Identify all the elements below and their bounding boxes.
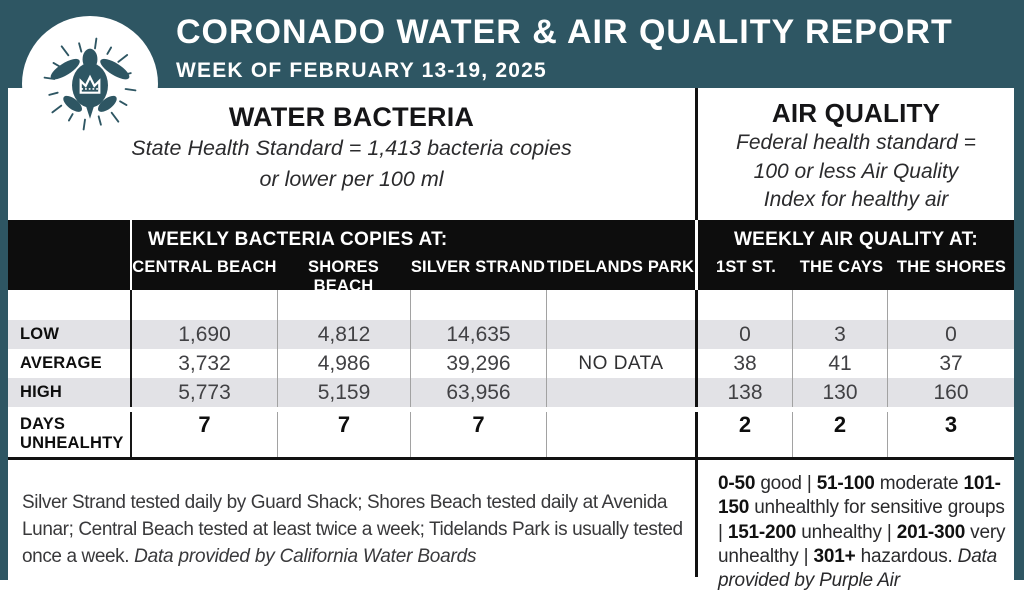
aqi-label: very unhealthy |: [718, 521, 1006, 567]
value-low-central: 1,690: [130, 320, 277, 349]
row-label: AVERAGE: [20, 353, 102, 372]
col-head-the-cays: THE CAYS: [799, 258, 884, 276]
col-head-tidelands-park: TIDELANDS PARK: [546, 258, 695, 276]
report-week-subtitle: WEEK OF FEBRUARY 13-19, 2025: [176, 59, 547, 82]
value-days-shores: 7: [277, 412, 410, 457]
row-label: DAYS UNHEALHTY: [20, 415, 124, 453]
value-low-tidelands: [546, 320, 695, 349]
air-columns-header: [698, 220, 1014, 277]
page-title: CORONADO WATER & AIR QUALITY REPORT: [176, 13, 953, 51]
frame-right: [1014, 88, 1024, 580]
coronado-logo: [22, 16, 158, 152]
col-head-central-beach: CENTRAL BEACH: [132, 258, 277, 276]
col-head-shores-beach: SHORES BEACH: [308, 258, 379, 295]
aqi-range: 201-300: [896, 521, 966, 543]
water-standard-line1: State Health Standard = 1,413 bacteria copies: [131, 136, 572, 160]
value-days-the-shores: 3: [887, 412, 1014, 457]
water-group-title: WEEKLY BACTERIA COPIES AT:: [148, 229, 448, 250]
aqi-label: good |: [755, 473, 817, 494]
col-head-the-shores: THE SHORES: [896, 258, 1007, 276]
air-source-credit: Data provided by Purple Air: [718, 545, 998, 592]
footnotes-section: [8, 460, 1014, 592]
table-row-average: [8, 349, 1014, 378]
air-column-heads: [698, 258, 1014, 277]
water-section-title: WATER BACTERIA: [228, 102, 475, 132]
value-low-1st-st: 0: [695, 320, 792, 349]
value-high-cays: 130: [792, 378, 887, 407]
aqi-range: 301+: [813, 545, 856, 567]
report-header: [176, 13, 953, 83]
value-avg-tidelands: NO DATA: [546, 349, 695, 378]
value-high-central: 5,773: [130, 378, 277, 407]
value-avg-central: 3,732: [130, 349, 277, 378]
water-standard-line2: or lower per 100 ml: [259, 166, 444, 191]
standards-section: [8, 88, 1014, 220]
aqi-range: 151-200: [727, 521, 797, 543]
water-testing-note: [8, 460, 695, 577]
value-low-silver: 14,635: [410, 320, 546, 349]
table-row-days-unhealthy: [8, 407, 1014, 457]
value-low-the-shores: 0: [887, 320, 1014, 349]
air-standard-line2: 100 or less Air Quality: [753, 159, 959, 183]
water-note-text: Silver Strand tested daily by Guard Shack; Shores Beach tested daily at Avenida Lunar; Central Beach tested at least twice a week; Tidelands Park is usually tested once a week.: [22, 492, 683, 567]
value-low-shores: 4,812: [277, 320, 410, 349]
crowned-turtle-icon: [28, 22, 152, 146]
aqi-range: 51-100: [816, 473, 875, 494]
value-avg-silver: 39,296: [410, 349, 546, 378]
value-high-shores: 5,159: [277, 378, 410, 407]
table-header-band: [8, 220, 1014, 295]
air-standard-line1: Federal health standard =: [736, 131, 976, 154]
air-quality-standard: [695, 88, 1014, 220]
col-head-1st-st: 1ST ST.: [715, 258, 777, 276]
value-high-silver: 63,956: [410, 378, 546, 407]
value-low-cays: 3: [792, 320, 887, 349]
water-columns-header: [132, 220, 695, 296]
value-days-cays: 2: [792, 412, 887, 457]
value-avg-shores: 4,986: [277, 349, 410, 378]
col-head-silver-strand: SILVER STRAND: [410, 258, 546, 276]
value-avg-cays: 41: [792, 349, 887, 378]
row-label: HIGH: [20, 382, 63, 401]
value-avg-1st-st: 38: [695, 349, 792, 378]
table-row-high: [8, 378, 1014, 407]
air-quality-scale-note: [695, 460, 1014, 592]
aqi-label: hazardous.: [855, 545, 958, 567]
air-group-title: WEEKLY AIR QUALITY AT:: [733, 229, 979, 250]
water-column-heads: [132, 258, 695, 296]
aqi-label: unhealthly for sensitive groups |: [718, 497, 1005, 543]
value-days-silver: 7: [410, 412, 546, 457]
water-source-credit: Data provided by California Water Boards: [134, 545, 477, 567]
value-days-1st-st: 2: [695, 412, 792, 457]
value-avg-the-shores: 37: [887, 349, 1014, 378]
row-label: LOW: [20, 324, 60, 343]
report-body: [8, 88, 1014, 592]
value-days-central: 7: [130, 412, 277, 457]
value-high-tidelands: [546, 378, 695, 407]
value-high-the-shores: 160: [887, 378, 1014, 407]
aqi-range: 0-50: [718, 473, 756, 494]
value-high-1st-st: 138: [695, 378, 792, 407]
aqi-range: 101-150: [718, 473, 1001, 519]
aqi-label: unhealthy |: [796, 521, 897, 543]
aqi-label: moderate: [874, 473, 964, 494]
air-section-title: AIR QUALITY: [771, 98, 941, 128]
air-standard-line3: Index for healthy air: [763, 188, 949, 212]
table-row-low: [8, 320, 1014, 349]
value-days-tidelands: [546, 412, 695, 457]
frame-left: [0, 88, 8, 580]
